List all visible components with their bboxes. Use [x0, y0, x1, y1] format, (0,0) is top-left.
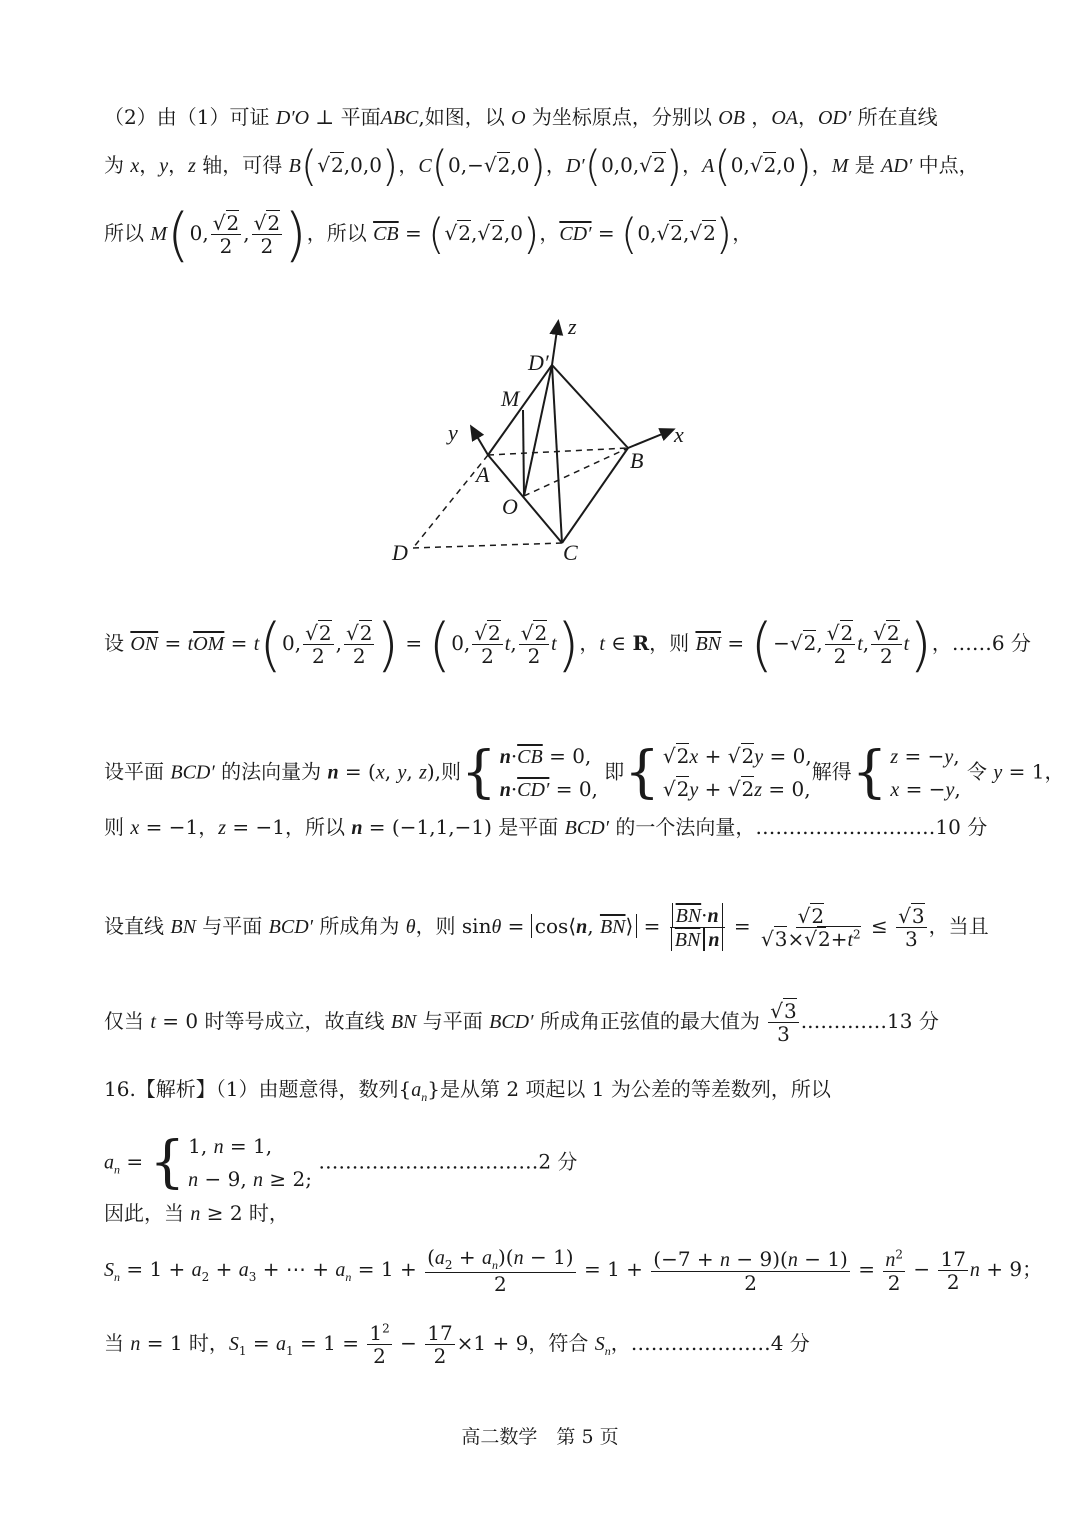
label-c: C [563, 540, 578, 565]
label-m: M [501, 386, 520, 411]
page-footer: 高二数学 第 5 页 [461, 1426, 619, 1448]
text-line-1: （2）由（1）可证 D′O ⊥ 平面ABC,如图，以 O 为坐标原点，分别以 OB ，OA，OD′ 所在直线 [104, 105, 938, 129]
label-d: D [392, 540, 408, 565]
text-line-13: 当 n = 1 时，$S_1 = a_1 = 1$ = $\frac{1^2}{2}$ − $\frac{17}{2}$ ×1 + 9，符合 $S_n$，…………………4 分 [104, 1321, 810, 1368]
text-line-5: 设平面 BCD′ 的法向量为 n = (x, y, z),则 { $n\cdot\overline{CB} = 0$, n·CD′ = 0, 即 { √2x + √2y = 0, √2y + √2z = 0, 解得 { z = −y, x = −y, 令 y = 1， [104, 740, 1065, 805]
text-line-12: $S_n = 1 + a_2 + a_3$ + ⋯ + $a_n = 1$ + $\frac{(a_2 + a_n)(n - 1)}{2}$ = 1 + $\frac{(-7 + n - 9)(n - 1)}{2}$ = $\frac{n^2}{2}$ − $\frac{17}{2}$ n + 9； [104, 1245, 1043, 1297]
label-d-prime: D′ [528, 350, 549, 375]
text-line-3: 所以 M(0, $\frac{√2}{2}$ , $\frac{√2}{2}$ )，所以 $\overline{CB} = (√2,√2,0)$，CD′ = (0,√2,√2)， [104, 200, 753, 269]
label-a: A [476, 462, 490, 487]
label-z: z [568, 314, 577, 339]
text-line-6: 则 x = −1，z = −1，所以 n = (−1,1,−1) 是平面 BCD′ 的一个法向量，………………………10 分 [104, 815, 988, 839]
text-line-10: $a_n$ = { 1, n = 1, n − 9, n ≥ 2; ……………………………2 分 [104, 1130, 578, 1195]
text-line-2: 为 x，y，z 轴，可得 B(√2,0,0)，C(0,−√2,0)，D′(0,0,√2)，A(0,√2,0)，M 是 AD′ 中点， [104, 141, 979, 191]
y-axis [472, 428, 488, 455]
z-axis [552, 323, 558, 365]
text-line-8: 仅当 t = 0 时等号成立，故直线 BN 与平面 BCD′ 所成角正弦值的最大值为 $\frac{√3}{3}$ .…………13 分 [104, 999, 939, 1046]
text-line-11: 因此，当 n ≥ 2 时， [104, 1201, 289, 1225]
tetrahedron-figure [380, 312, 710, 574]
label-b: B [630, 448, 644, 473]
label-o: O [502, 494, 518, 519]
text-line-4: 设 $\overline{ON} = t\overline{OM} = t(0$, $\frac{√2}{2}$ , $\frac{√2}{2}$ ) = (0, $\frac{√2}{2}$ t, $\frac{√2}{2}$ t)，t ∈ R，则 $\overline{BN} = (-√2$, $\frac{√2}{2}$ t, $\frac{√2}{2}$ t)，……6 分 [104, 610, 1031, 679]
text-line-7: 设直线 BN 与平面 BCD′ 所成角为 θ，则 sinθ = cos⟨n, $\overline{BN}⟩$ = $\frac{\overline{BN}\cdot n}{\overline{BN} n}$ = $\frac{√2}{√3\times√2+t^2}$ ≤ $\frac{√3}{3}$ ，当且 [104, 903, 989, 951]
label-x: x [674, 422, 684, 447]
label-y: y [448, 420, 458, 445]
text-line-9: 16.【解析】（1）由题意得，数列$\{a_n\}$是从第 2 项起以 1 为公差的等差数列，所以 [104, 1077, 831, 1104]
x-axis [628, 430, 672, 448]
